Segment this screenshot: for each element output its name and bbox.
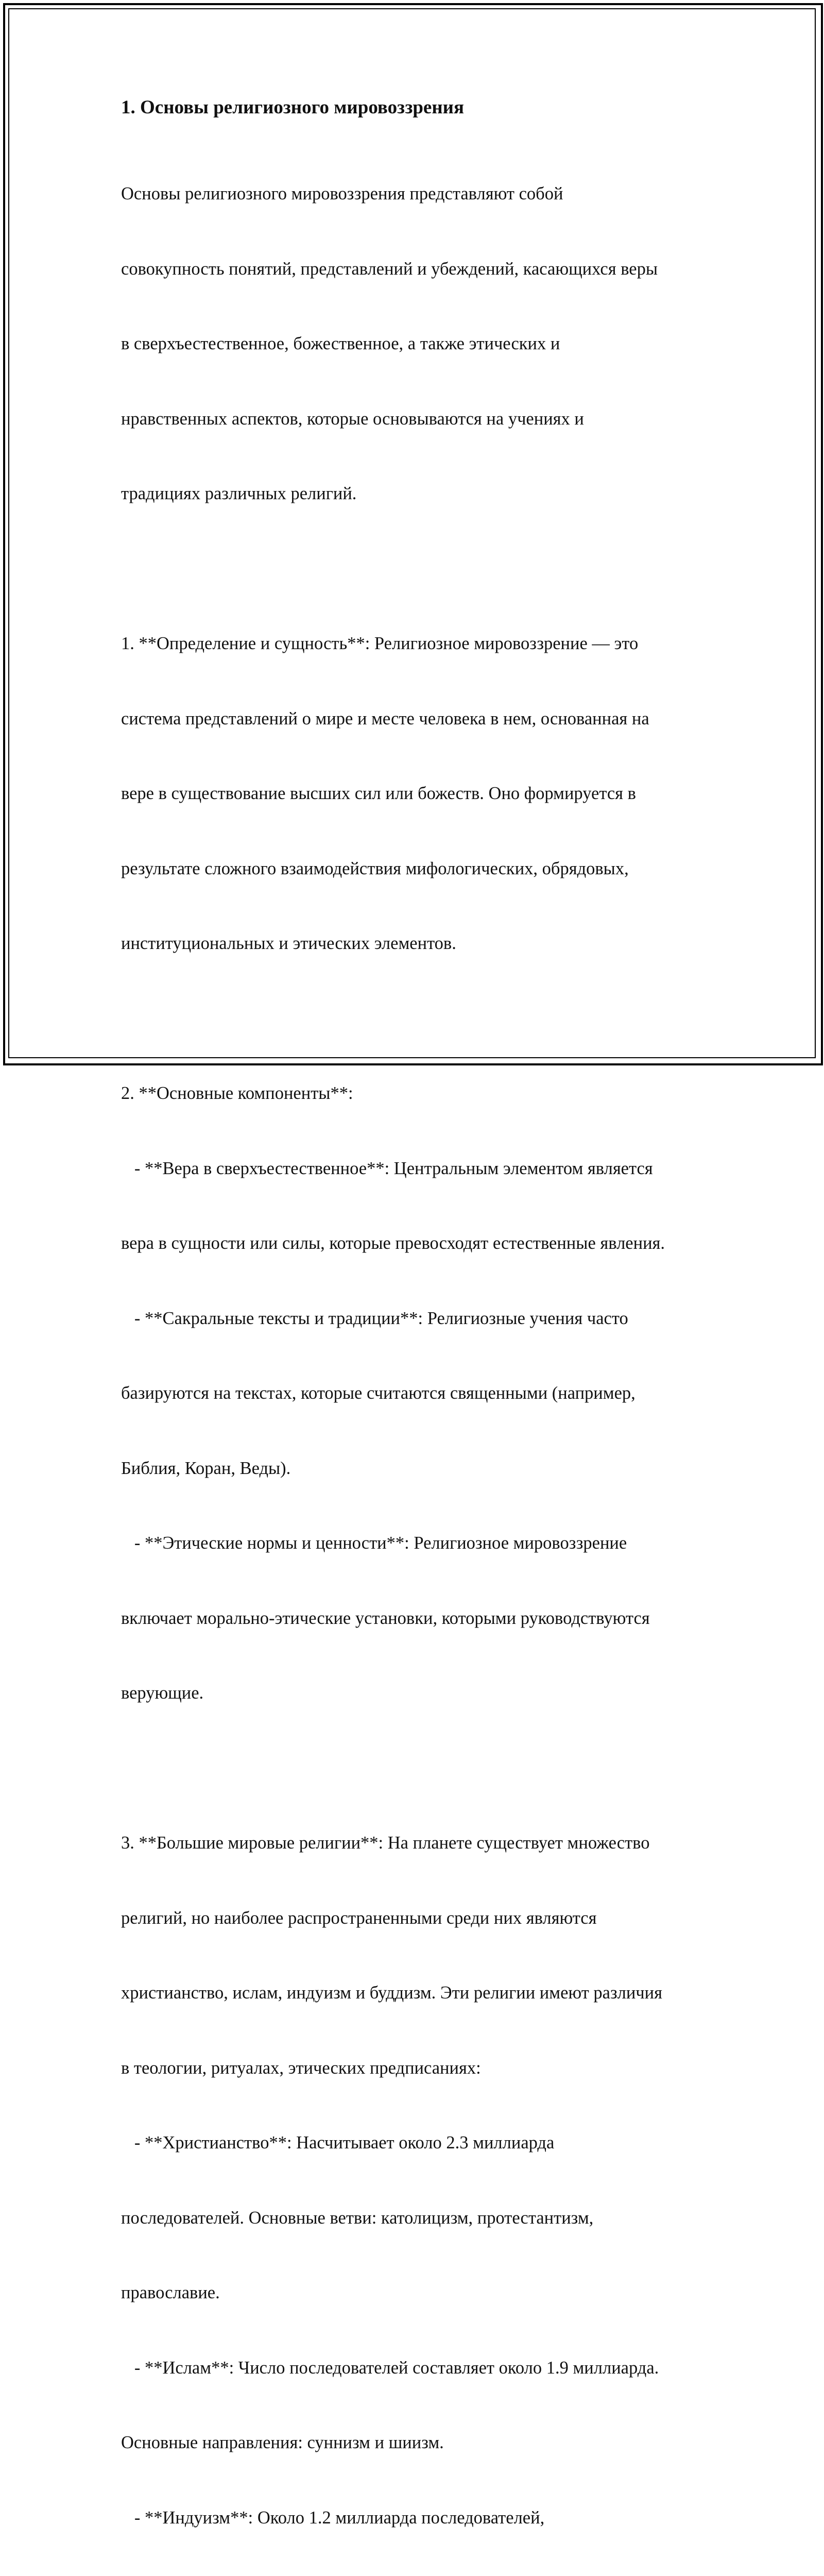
text-line: базируются на текстах, которые считаются священными (например, [121,1383,636,1403]
text-line: православие. [121,2283,220,2302]
text-line: вера в сущности или силы, которые превосходят естественные явления. [121,1233,665,1253]
text-line: христианство, ислам, индуизм и буддизм. Эти религии имеют различия [121,1983,662,2003]
point-2-paragraph [121,1031,729,1756]
blank-line [121,556,729,582]
text-line: вере в существование высших сил или божеств. Оно формируется в [121,784,636,803]
text-line: Основные направления: суннизм и шиизм. [121,2433,444,2452]
text-line: в сверхъестественное, божественное, а также этических и [121,334,560,353]
text-line: результате сложного взаимодействия мифологических, обрядовых, [121,858,629,878]
text-line: - **Этические нормы и ценности**: Религиозное мировоззрение [121,1533,627,1553]
section-heading: 1. Основы религиозного мировоззрения [121,97,464,118]
text-line: - **Сакральные тексты и традиции**: Религиозные учения часто [121,1308,628,1328]
text-line: Библия, Коран, Веды). [121,1458,291,1478]
text-line: 3. **Большие мировые религии**: На планете существует множество [121,1833,650,1853]
text-line: последователей. Основные ветви: католицизм, протестантизм, [121,2208,594,2228]
blank-line [121,1006,729,1031]
text-line: 2. **Основные компоненты**: [121,1083,353,1103]
text-line: - **Ислам**: Число последователей составляет около 1.9 миллиарда. [121,2358,659,2378]
text-line: традициях различных религий. [121,484,357,503]
text-line: в теологии, ритуалах, этических предписаниях: [121,2058,481,2078]
text-line: совокупность понятий, представлений и убеждений, касающихся веры [121,259,658,279]
document-body [121,95,729,2576]
point-3-paragraph [121,1781,729,2576]
intro-paragraph [121,131,729,556]
text-line: верующие. [121,1683,204,1703]
text-line: - **Индуизм**: Около 1.2 миллиарда последователей, [121,2507,545,2528]
text-line: - **Вера в сверхъестественное**: Центральным элементом является [121,1158,653,1178]
point-1-paragraph [121,581,729,1006]
text-line: религий, но наиболее распространенными среди них являются [121,1908,597,1928]
text-line: система представлений о мире и месте человека в нем, основанная на [121,708,649,728]
text-line: нравственных аспектов, которые основываются на учениях и [121,409,584,429]
text-line: - **Христианство**: Насчитывает около 2.3 миллиарда [121,2133,555,2153]
text-line: Основы религиозного мировоззрения представляют собой [121,184,563,204]
text-line: 1. **Определение и сущность**: Религиозное мировоззрение — это [121,634,639,653]
text-line: включает морально-этические установки, которыми руководствуются [121,1608,650,1628]
blank-line [121,1756,729,1781]
text-line: институциональных и этических элементов. [121,934,456,953]
